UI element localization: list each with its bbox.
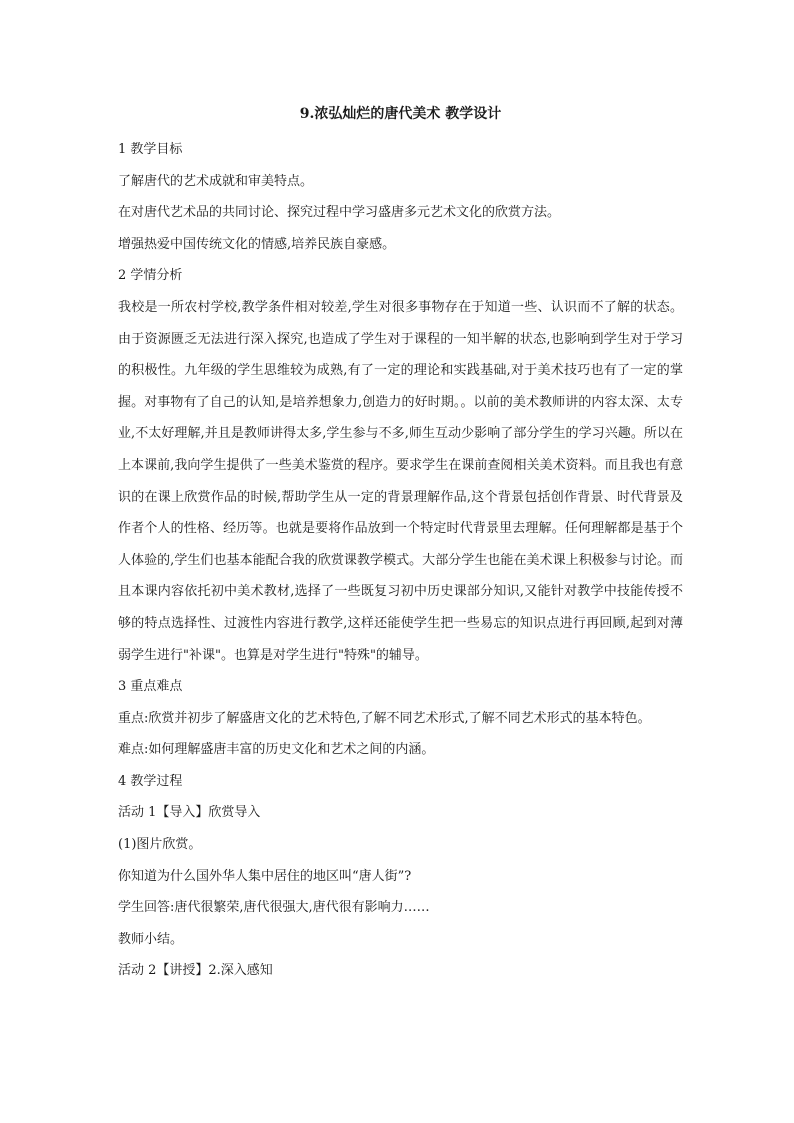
document-page (118, 102, 683, 987)
analysis-paragraph: 我校是一所农村学校,教学条件相对较差,学生对很多事物存在于知道一些、认识而不了解的状态。由于资源匮乏无法进行深入探究,也造成了学生对于课程的一知半解的状态,也影响到学生对于学习的积极性。九年级的学生思维较为成熟,有了一定的理论和实践基础,对于美术技巧也有了一定的掌握。对事物有了自己的认知,是培养想象力,创造力的好时期。。以前的美术教师讲的内容太深、太专业,不太好理解,并且是教师讲得太多,学生参与不多,师生互动少影响了部分学生的学习兴趣。所以在上本课前,我向学生提供了一些美术鉴赏的程序。要求学生在课前查阅相关美术资料。而且我也有意识的在课上欣赏作品的时候,帮助学生从一定的背景理解作品,这个背景包括创作背景、时代背景及作者个人的性格、经历等。也就是要将作品放到一个特定时代背景里去理解。任何理解都是基于个人体验的,学生们也基本能配合我的欣赏课教学模式。大部分学生也能在美术课上积极参与讨论。而且本课内容依托初中美术教材,选择了一些既复习初中历史课部分知识,又能针对教学中技能传授不够的特点选择性、过渡性内容进行教学,这样还能使学生把一些易忘的知识点进行再回顾,起到对薄弱学生进行"补课"。也算是对学生进行"特殊"的辅导。 (118, 299, 683, 663)
objective-item: 在对唐代艺术品的共同讨论、探究过程中学习盛唐多元艺术文化的欣赏方法。 (118, 205, 561, 221)
process-answer: 学生回答:唐代很繁荣,唐代很强大,唐代很有影响力…… (118, 900, 430, 916)
section-heading-analysis: 2 学情分析 (118, 268, 183, 284)
process-summary: 教师小结。 (118, 931, 184, 947)
process-activity-2: 活动 2【讲授】2.深入感知 (118, 963, 273, 979)
process-question: 你知道为什么国外华人集中居住的地区叫“唐人街”? (118, 868, 412, 884)
section-heading-key-points: 3 重点难点 (118, 679, 183, 695)
key-point-difficulty: 难点:如何理解盛唐丰富的历史文化和艺术之间的内涵。 (118, 742, 435, 758)
section-heading-objectives: 1 教学目标 (118, 142, 183, 157)
process-step-1: (1)图片欣赏。 (118, 837, 202, 853)
section-heading-process: 4 教学过程 (118, 773, 183, 789)
document-title: 9.浓弘灿烂的唐代美术 教学设计 (299, 106, 502, 122)
objective-item: 增强热爱中国传统文化的情感,培养民族自豪感。 (118, 236, 396, 252)
key-point-focus: 重点:欣赏并初步了解盛唐文化的艺术特色,了解不同艺术形式,了解不同艺术形式的基本特色。 (118, 710, 651, 726)
process-activity-1: 活动 1【导入】欣赏导入 (118, 805, 261, 821)
objective-item: 了解唐代的艺术成就和审美特点。 (118, 173, 314, 189)
